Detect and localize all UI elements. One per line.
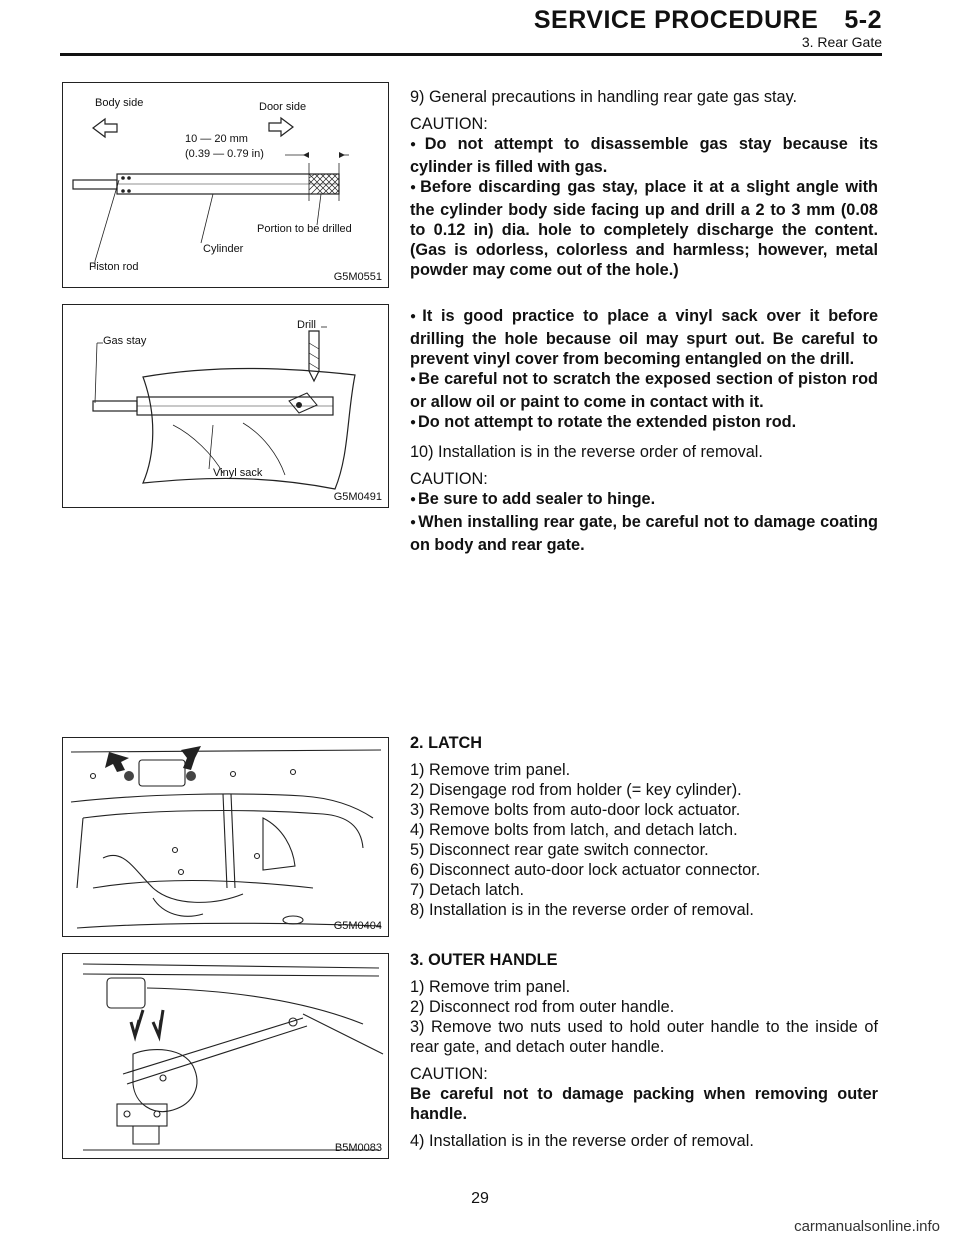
figure-latch (62, 737, 389, 937)
step-9: 9) General precautions in handling rear gate gas stay. (410, 88, 798, 106)
latch-step: 3) Remove bolts from auto-door lock actuator. (410, 801, 741, 819)
outer-handle-drawing (63, 954, 388, 1158)
gas-stay-precautions (410, 87, 878, 280)
outer-handle-title: 3. OUTER HANDLE (410, 951, 558, 969)
section-title: SERVICE PROCEDURE (533, 6, 819, 34)
label-cylinder: Cylinder (203, 243, 244, 255)
latch-steps (410, 760, 878, 920)
label-gas-stay: Gas stay (103, 335, 147, 347)
latch-drawing (63, 738, 388, 936)
outer-handle-section (410, 950, 878, 1151)
outer-handle-step: 2) Disconnect rod from outer handle. (410, 998, 675, 1016)
figure-outer-handle (62, 953, 389, 1159)
caution-bullet-7: ● When installing rear gate, be careful not to damage coating on body and rear gate. (410, 512, 878, 555)
latch-step: 7) Detach latch. (410, 881, 525, 899)
section-header (534, 6, 882, 35)
label-door-side: Door side (259, 101, 307, 113)
figure-caption: B5M0083 (334, 1142, 382, 1154)
latch-step: 2) Disengage rod from holder (= key cylinder). (410, 781, 742, 799)
latch-step: 4) Remove bolts from latch, and detach latch. (410, 821, 738, 839)
latch-section (410, 733, 878, 920)
label-piston-rod: Piston rod (89, 261, 139, 273)
latch-step: 8) Installation is in the reverse order of removal. (410, 901, 754, 919)
figure-caption: G5M0491 (333, 491, 382, 503)
label-drill-portion: Portion to be drilled (257, 223, 352, 235)
gas-stay-precautions-continued (410, 306, 878, 555)
figure-caption: G5M0551 (333, 271, 382, 283)
figure-vinyl-sack (62, 304, 389, 508)
caution-heading: CAUTION: (410, 1065, 488, 1083)
caution-bullet-4: ● Be careful not to scratch the exposed section of piston rod or allow oil or paint to come in contact with it. (410, 369, 878, 412)
caution-bullet-5: ● Do not attempt to rotate the extended piston rod. (410, 412, 878, 435)
outer-handle-step: 4) Installation is in the reverse order of removal. (410, 1132, 754, 1150)
caution-text: Be careful not to damage packing when removing outer handle. (410, 1085, 878, 1123)
outer-handle-step: 3) Remove two nuts used to hold outer handle to the inside of rear gate, and detach outer handle. (410, 1018, 878, 1056)
header-rule (60, 53, 882, 56)
figure-caption: G5M0404 (333, 920, 382, 932)
latch-step: 6) Disconnect auto-door lock actuator connector. (410, 861, 761, 879)
figure-gas-stay (62, 82, 389, 288)
gas-stay-drawing (63, 83, 388, 287)
latch-title: 2. LATCH (410, 734, 483, 752)
caution-heading: CAUTION: (410, 470, 488, 488)
label-dimension: 10 — 20 mm (185, 133, 248, 145)
label-drill: Drill (297, 319, 316, 331)
section-number: 5-2 (844, 6, 882, 34)
latch-step: 1) Remove trim panel. (410, 761, 571, 779)
caution-heading: CAUTION: (410, 115, 488, 133)
caution-bullet-3: ● It is good practice to place a vinyl sack over it before drilling the hole because oil may spurt out. Be careful to prevent vinyl cover from becoming entangled on the drill. (410, 306, 878, 369)
caution-bullet-1: ● Do not attempt to disassemble gas stay because its cylinder is filled with gas. (410, 134, 878, 177)
latch-step: 5) Disconnect rear gate switch connector. (410, 841, 709, 859)
label-vinyl-sack: Vinyl sack (213, 467, 263, 479)
label-dimension-inches: (0.39 — 0.79 in) (185, 148, 264, 160)
page-number: 29 (471, 1190, 489, 1207)
caution-bullet-6: ● Be sure to add sealer to hinge. (410, 489, 878, 512)
label-body-side: Body side (95, 97, 144, 109)
outer-handle-step: 1) Remove trim panel. (410, 978, 571, 996)
subsection-title: 3. Rear Gate (801, 34, 882, 50)
watermark: carmanualsonline.info (794, 1218, 940, 1235)
step-10: 10) Installation is in the reverse order of removal. (410, 443, 763, 461)
caution-bullet-2: ● Before discarding gas stay, place it at a slight angle with the cylinder body side facing up and drill a 2 to 3 mm (0.08 to 0.12 in) dia. hole to completely discharge the content. (Gas is odorless, colorless and harmless; however, metal powder may come out of the hole.) (410, 177, 878, 280)
